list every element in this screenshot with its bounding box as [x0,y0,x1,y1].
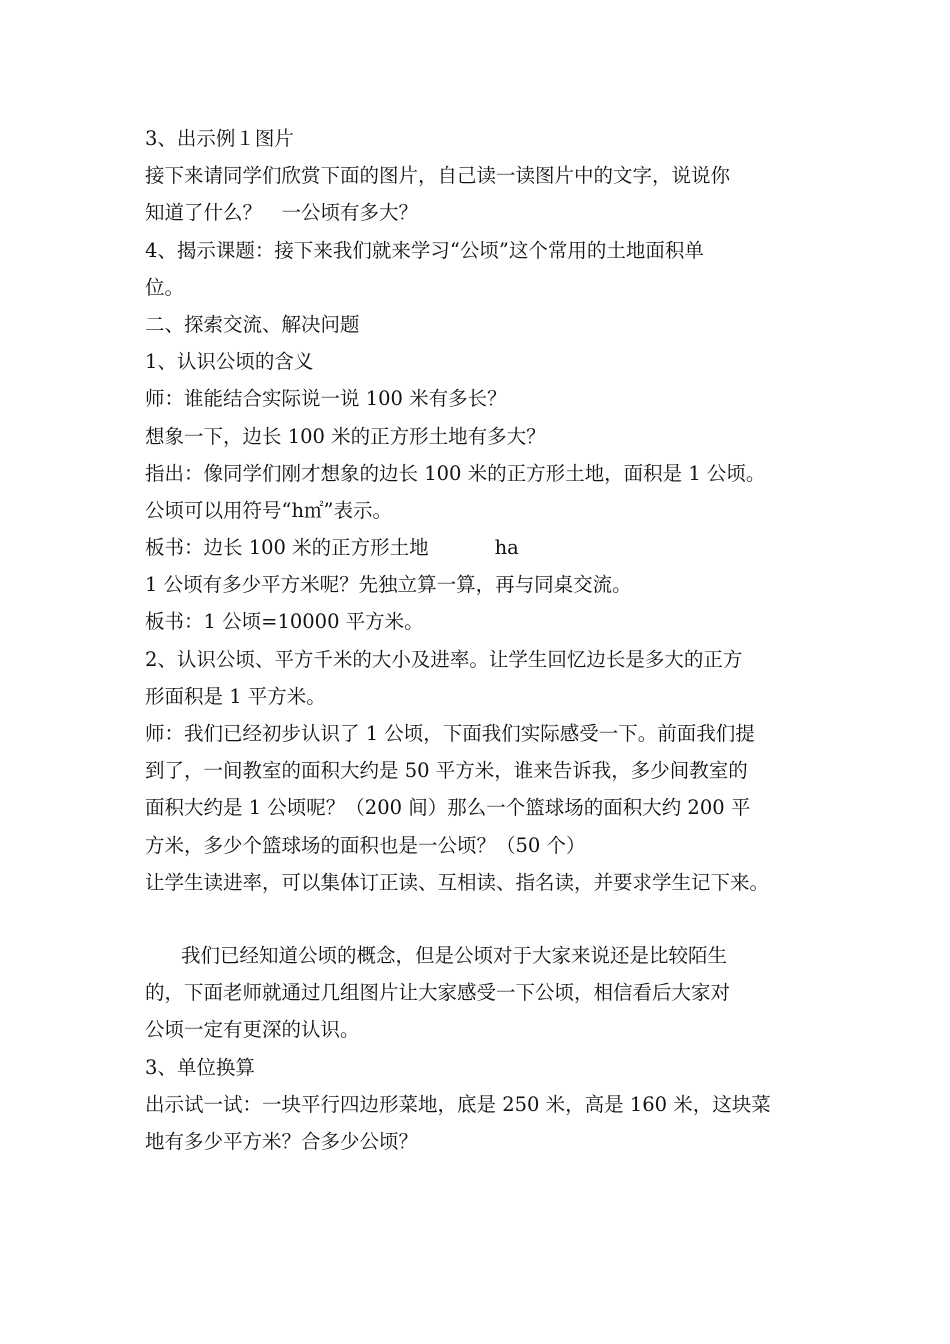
text-line: 师：谁能结合实际说一说 100 米有多长？ [145,387,507,411]
text-line: 想象一下，边长 100 米的正方形土地有多大？ [145,424,546,448]
board-text: 板书：边长 100 米的正方形土地 [145,536,429,560]
text-line: 师：我们已经初步认识了 1 公顷，下面我们实际感受一下。前面我们提 [145,722,755,745]
text-line: 出示试一试：一块平行四边形菜地，底是 250 米，高是 160 米，这块菜 [145,1092,771,1116]
text-line: 我们已经知道公顷的概念，但是公顷对于大家来说还是比较陌生 [181,943,728,967]
board-line [145,529,835,566]
text-line: 接下来请同学们欣赏下面的图片，自己读一读图片中的文字，说说你 [145,164,731,188]
text-line: 板书：1 公顷=10000 平方米。 [145,610,424,634]
text-line: 1 公顷有多少平方米呢？先独立算一算，再与同桌交流。 [145,573,632,597]
section-heading: 二、探索交流、解决问题 [145,312,360,336]
text-line: 知道了什么？ 一公顷有多大？ [145,201,419,225]
text-line: 到了，一间教室的面积大约是 50 平方米，谁来告诉我，多少间教室的 [145,759,748,783]
text-line: 公顷可以用符号“h㎡”表示。 [145,498,392,522]
text-line: 面积大约是 1 公顷呢？（200 间）那么一个篮球场的面积大约 200 平 [145,796,751,820]
text-line: 方米，多少个篮球场的面积也是一公顷？（50 个） [145,833,586,857]
unit-symbol: ha [494,536,519,560]
text-line: 形面积是 1 平方米。 [145,684,326,708]
text-line: 的，下面老师就通过几组图片让大家感受一下公顷，相信看后大家对 [145,981,731,1005]
text-line: 让学生读进率，可以集体订正读、互相读、指名读，并要求学生记下来。 [145,870,770,894]
text-line: 3、单位换算 [145,1055,255,1079]
document-page [145,120,835,1160]
text-line: 2、认识公顷、平方千米的大小及进率。让学生回忆边长是多大的正方 [145,647,743,671]
text-line: 地有多少平方米？合多少公顷？ [145,1129,419,1153]
text-line: 指出：像同学们刚才想象的边长 100 米的正方形土地，面积是 1 公顷。 [145,461,766,485]
text-line: 3、出示例１图片 [145,127,294,150]
text-line: 位。 [145,275,185,299]
text-line: 4、揭示课题：接下来我们就来学习“公顷”这个常用的土地面积单 [145,238,704,262]
text-line: 1、认识公顷的含义 [145,350,314,374]
text-line: 公顷一定有更深的认识。 [145,1018,360,1042]
paragraph-gap [145,901,835,937]
